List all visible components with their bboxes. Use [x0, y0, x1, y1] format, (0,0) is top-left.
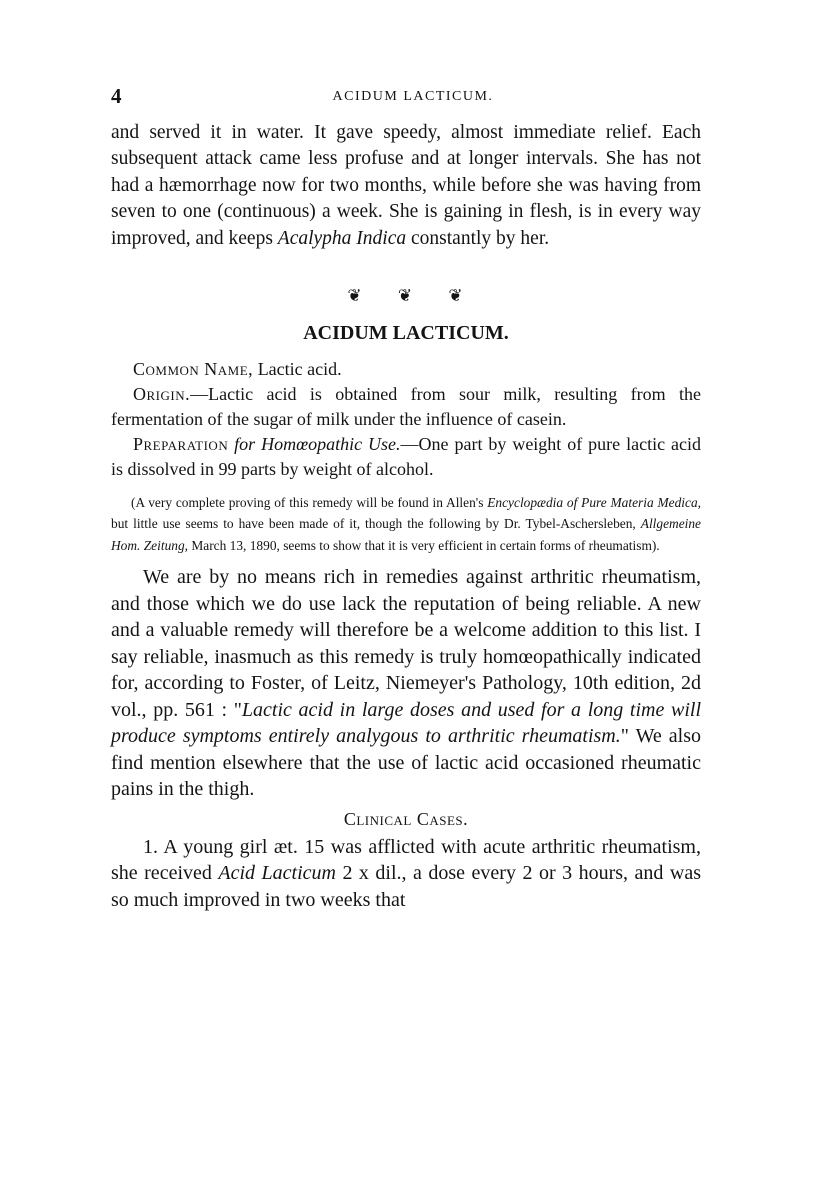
proving-note	[111, 492, 701, 556]
common-name-entry	[111, 357, 701, 382]
preparation-label: Preparation	[133, 434, 229, 455]
book-page	[111, 84, 701, 913]
main-part-1: We are by no means rich in remedies against arthritic rheumatism, and those which we do use lack the reputation of being reliable. A new and a valuable remedy will therefore be a welcome addition to this list. I say reliable, inasmuch as this remedy is truly homœopathically indicated for, according to Foster, of Leitz, Niemeyer's Pathology, 10th edition, 2d vol., pp. 561 : "	[111, 566, 701, 721]
preparation-entry	[111, 432, 701, 482]
running-title: ACIDUM LACTICUM.	[332, 89, 494, 104]
opening-paragraph	[111, 120, 701, 252]
note-part-3: March 13, 1890, seems to show that it is very efficient in certain forms of rheumatism).	[188, 537, 660, 553]
common-name-label: Common Name,	[133, 359, 254, 380]
case-1-italic: Acid Lacticum	[218, 862, 336, 885]
case-1-part-1: 1. A young girl æt. 15 was afflicted with acute arthritic rheumatism, she received	[111, 835, 701, 885]
note-part-2: but little use seems to have been made of it, though the following by Dr. Tybel-Aschersleben,	[111, 516, 641, 532]
page-number: 4	[111, 84, 122, 108]
origin-text: —Lactic acid is obtained from sour milk, resulting from the fermentation of the sugar of milk under the influence of casein.	[111, 384, 701, 430]
preparation-italic: for Homœopathic Use.	[228, 434, 401, 455]
origin-entry	[111, 382, 701, 432]
clinical-cases-heading: Clinical Cases.	[343, 808, 469, 829]
section-title: ACIDUM LACTICUM.	[303, 322, 509, 345]
opening-text: and served it in water. It gave speedy, almost immediate relief. Each subsequent attack came less profuse and at longer intervals. She has not had a hæmorrhage now for two months, while before she was having from seven to one (continuous) a week. She is gaining in flesh, is in every way improved, and keeps	[111, 122, 701, 249]
case-1-part-2: 2 x dil., a dose every 2 or 3 hours, and was so much improved in two weeks that	[111, 862, 701, 911]
preparation-text: —One part by weight of pure lactic acid is dissolved in 99 parts by weight of alcohol.	[111, 434, 701, 480]
opening-tail: constantly by her.	[406, 227, 550, 249]
main-quote: Lactic acid in large doses and used for a long time will produce symptoms entirely analygous to arthritic rheumatism.	[111, 698, 702, 748]
opening-italic: Acalypha Indica	[277, 227, 407, 249]
note-italic-1: Encyclopædia of Pure Materia Medica,	[487, 495, 701, 511]
note-italic-2: Allgemeine Hom. Zeitung,	[111, 516, 701, 553]
common-name-value: Lactic acid.	[253, 359, 342, 380]
origin-label: Origin.	[133, 384, 191, 405]
main-paragraph	[111, 564, 701, 803]
main-part-2: " We also find mention elsewhere that the use of lactic acid occasioned rheumatic pains in the thigh.	[111, 725, 701, 801]
running-head	[111, 84, 701, 110]
note-part-1: (A very complete proving of this remedy will be found in Allen's	[131, 495, 488, 511]
section-ornament: ❦ ❦ ❦	[347, 286, 479, 306]
clinical-case-1	[111, 834, 701, 914]
